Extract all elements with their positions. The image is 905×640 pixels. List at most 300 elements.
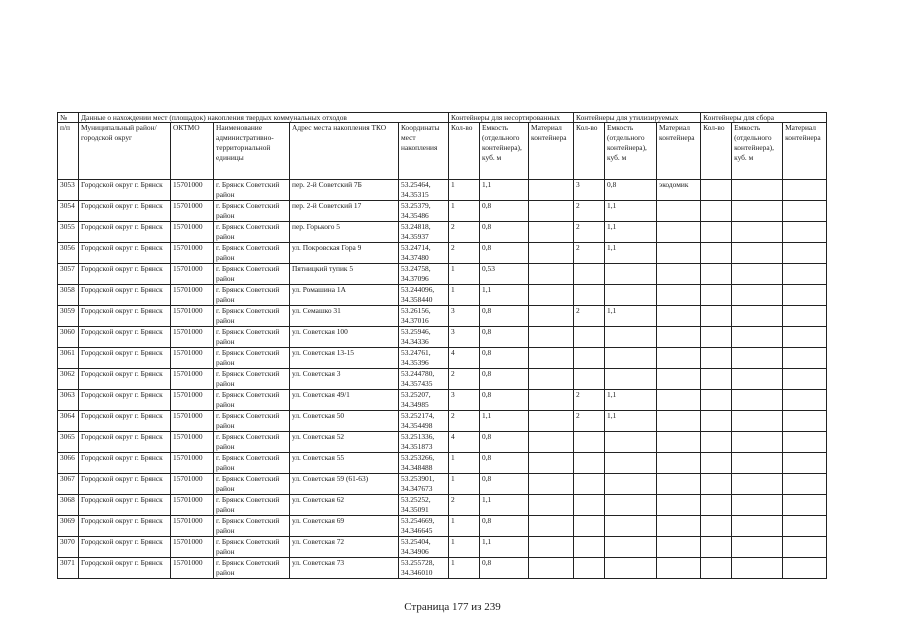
cell-c-capacity bbox=[732, 222, 783, 243]
cell-coords: 53.24714, 34.37480 bbox=[399, 243, 449, 264]
cell-c-material bbox=[783, 453, 827, 474]
table-row bbox=[58, 495, 827, 516]
cell-address: ул. Ромашина 1А bbox=[290, 285, 399, 306]
cell-admin: г. Брянск Советский район bbox=[214, 432, 290, 453]
cell-district: Городской округ г. Брянск bbox=[79, 474, 171, 495]
cell-r-material bbox=[657, 264, 701, 285]
col-u-material: Материал контейнера bbox=[529, 123, 574, 180]
cell-r-capacity: 1,1 bbox=[605, 201, 657, 222]
cell-r-capacity bbox=[605, 558, 657, 579]
table-row bbox=[58, 453, 827, 474]
cell-oktmo: 15701000 bbox=[171, 516, 214, 537]
cell-oktmo: 15701000 bbox=[171, 348, 214, 369]
cell-oktmo: 15701000 bbox=[171, 327, 214, 348]
table-row bbox=[58, 516, 827, 537]
cell-oktmo: 15701000 bbox=[171, 390, 214, 411]
table-row bbox=[58, 411, 827, 432]
cell-u-material bbox=[529, 243, 574, 264]
cell-num: 3065 bbox=[58, 432, 79, 453]
cell-u-material bbox=[529, 306, 574, 327]
cell-c-material bbox=[783, 411, 827, 432]
cell-c-material bbox=[783, 348, 827, 369]
cell-r-count: 2 bbox=[574, 222, 605, 243]
table-row bbox=[58, 390, 827, 411]
cell-oktmo: 15701000 bbox=[171, 369, 214, 390]
cell-address: ул. Советская 62 bbox=[290, 495, 399, 516]
cell-u-material bbox=[529, 222, 574, 243]
col-c-capacity: Емкость (отдельного контейнера), куб. м bbox=[732, 123, 783, 180]
cell-district: Городской округ г. Брянск bbox=[79, 558, 171, 579]
col-pp: п/п bbox=[58, 123, 79, 180]
cell-u-capacity: 0,8 bbox=[480, 390, 529, 411]
cell-address: ул. Советская 59 (61-63) bbox=[290, 474, 399, 495]
cell-u-count: 2 bbox=[449, 411, 480, 432]
cell-r-material bbox=[657, 243, 701, 264]
cell-c-capacity bbox=[732, 369, 783, 390]
cell-address: пер. 2-й Советский 17 bbox=[290, 201, 399, 222]
header-recycle: Контейнеры для утилизируемых bbox=[574, 113, 701, 123]
col-u-capacity: Емкость (отдельного контейнера), куб. м bbox=[480, 123, 529, 180]
cell-admin: г. Брянск Советский район bbox=[214, 369, 290, 390]
cell-c-count bbox=[701, 285, 732, 306]
cell-c-material bbox=[783, 474, 827, 495]
cell-u-material bbox=[529, 474, 574, 495]
cell-u-count: 1 bbox=[449, 537, 480, 558]
cell-admin: г. Брянск Советский район bbox=[214, 516, 290, 537]
cell-r-capacity: 1,1 bbox=[605, 306, 657, 327]
cell-u-capacity: 0,8 bbox=[480, 474, 529, 495]
cell-u-capacity: 1,1 bbox=[480, 411, 529, 432]
cell-coords: 53.25404, 34.34906 bbox=[399, 537, 449, 558]
cell-num: 3066 bbox=[58, 453, 79, 474]
page-number: Страница 177 из 239 bbox=[404, 601, 501, 613]
cell-r-capacity bbox=[605, 369, 657, 390]
cell-c-count bbox=[701, 516, 732, 537]
table-row bbox=[58, 264, 827, 285]
cell-c-material bbox=[783, 243, 827, 264]
cell-c-capacity bbox=[732, 264, 783, 285]
cell-u-capacity: 0,8 bbox=[480, 222, 529, 243]
cell-u-capacity: 0,8 bbox=[480, 201, 529, 222]
cell-coords: 53.254669, 34.346645 bbox=[399, 516, 449, 537]
cell-c-count bbox=[701, 495, 732, 516]
cell-address: ул. Советская 72 bbox=[290, 537, 399, 558]
cell-c-capacity bbox=[732, 516, 783, 537]
col-c-count: Кол-во bbox=[701, 123, 732, 180]
cell-r-material bbox=[657, 369, 701, 390]
col-r-capacity: Емкость (отдельного контейнера), куб. м bbox=[605, 123, 657, 180]
header-location: Данные о нахождении мест (площадок) накопления твердых коммунальных отходов bbox=[79, 113, 449, 123]
cell-u-count: 2 bbox=[449, 243, 480, 264]
cell-coords: 53.252174, 34.354498 bbox=[399, 411, 449, 432]
cell-c-capacity bbox=[732, 495, 783, 516]
table-row bbox=[58, 201, 827, 222]
cell-coords: 53.25252, 34.35091 bbox=[399, 495, 449, 516]
cell-r-count: 2 bbox=[574, 306, 605, 327]
cell-district: Городской округ г. Брянск bbox=[79, 180, 171, 201]
cell-c-capacity bbox=[732, 327, 783, 348]
cell-r-count bbox=[574, 516, 605, 537]
cell-num: 3059 bbox=[58, 306, 79, 327]
cell-r-material bbox=[657, 201, 701, 222]
cell-admin: г. Брянск Советский район bbox=[214, 411, 290, 432]
cell-address: пер. Горького 5 bbox=[290, 222, 399, 243]
table-body bbox=[58, 180, 827, 579]
cell-r-count bbox=[574, 327, 605, 348]
cell-r-capacity bbox=[605, 453, 657, 474]
cell-u-material bbox=[529, 516, 574, 537]
cell-c-material bbox=[783, 285, 827, 306]
col-r-material: Материал контейнера bbox=[657, 123, 701, 180]
cell-u-capacity: 0,8 bbox=[480, 369, 529, 390]
table-row bbox=[58, 558, 827, 579]
cell-c-material bbox=[783, 516, 827, 537]
cell-r-material bbox=[657, 306, 701, 327]
cell-u-capacity: 0,8 bbox=[480, 348, 529, 369]
cell-address: ул. Советская 52 bbox=[290, 432, 399, 453]
cell-district: Городской округ г. Брянск bbox=[79, 411, 171, 432]
table-row bbox=[58, 369, 827, 390]
cell-r-capacity bbox=[605, 516, 657, 537]
cell-c-capacity bbox=[732, 474, 783, 495]
table-row bbox=[58, 474, 827, 495]
cell-district: Городской округ г. Брянск bbox=[79, 201, 171, 222]
cell-u-count: 1 bbox=[449, 180, 480, 201]
cell-admin: г. Брянск Советский район bbox=[214, 348, 290, 369]
col-district: Муниципальный район/городской округ bbox=[79, 123, 171, 180]
cell-r-material bbox=[657, 516, 701, 537]
cell-u-material bbox=[529, 537, 574, 558]
cell-r-count bbox=[574, 432, 605, 453]
cell-u-capacity: 0,8 bbox=[480, 516, 529, 537]
cell-num: 3064 bbox=[58, 411, 79, 432]
cell-c-material bbox=[783, 432, 827, 453]
cell-u-capacity: 1,1 bbox=[480, 537, 529, 558]
cell-coords: 53.25207, 34.34985 bbox=[399, 390, 449, 411]
cell-u-count: 3 bbox=[449, 306, 480, 327]
cell-coords: 53.253266, 34.348488 bbox=[399, 453, 449, 474]
cell-oktmo: 15701000 bbox=[171, 201, 214, 222]
cell-r-capacity: 1,1 bbox=[605, 390, 657, 411]
cell-u-capacity: 1,1 bbox=[480, 495, 529, 516]
cell-r-capacity: 1,1 bbox=[605, 222, 657, 243]
cell-u-capacity: 1,1 bbox=[480, 285, 529, 306]
cell-u-material bbox=[529, 558, 574, 579]
cell-c-capacity bbox=[732, 390, 783, 411]
cell-r-count bbox=[574, 285, 605, 306]
cell-u-count: 1 bbox=[449, 285, 480, 306]
cell-r-count bbox=[574, 495, 605, 516]
cell-c-count bbox=[701, 222, 732, 243]
cell-r-count: 2 bbox=[574, 201, 605, 222]
cell-r-material bbox=[657, 432, 701, 453]
cell-u-material bbox=[529, 180, 574, 201]
cell-r-count bbox=[574, 558, 605, 579]
col-oktmo: ОКТМО bbox=[171, 123, 214, 180]
cell-u-capacity: 0,53 bbox=[480, 264, 529, 285]
cell-district: Городской округ г. Брянск bbox=[79, 369, 171, 390]
cell-district: Городской округ г. Брянск bbox=[79, 495, 171, 516]
cell-district: Городской округ г. Брянск bbox=[79, 222, 171, 243]
header-num: № bbox=[58, 113, 79, 123]
cell-district: Городской округ г. Брянск bbox=[79, 264, 171, 285]
cell-r-material bbox=[657, 222, 701, 243]
cell-oktmo: 15701000 bbox=[171, 285, 214, 306]
cell-district: Городской округ г. Брянск bbox=[79, 537, 171, 558]
cell-r-count: 2 bbox=[574, 390, 605, 411]
cell-oktmo: 15701000 bbox=[171, 495, 214, 516]
cell-admin: г. Брянск Советский район bbox=[214, 327, 290, 348]
cell-c-count bbox=[701, 390, 732, 411]
cell-c-count bbox=[701, 453, 732, 474]
table-row bbox=[58, 222, 827, 243]
group-header-row bbox=[58, 113, 827, 123]
cell-c-capacity bbox=[732, 306, 783, 327]
cell-c-material bbox=[783, 222, 827, 243]
cell-r-count bbox=[574, 537, 605, 558]
cell-u-capacity: 0,8 bbox=[480, 558, 529, 579]
cell-address: ул. Советская 13-15 bbox=[290, 348, 399, 369]
cell-address: ул. Советская 100 bbox=[290, 327, 399, 348]
cell-oktmo: 15701000 bbox=[171, 306, 214, 327]
cell-district: Городской округ г. Брянск bbox=[79, 516, 171, 537]
cell-c-capacity bbox=[732, 453, 783, 474]
cell-c-material bbox=[783, 264, 827, 285]
cell-r-count bbox=[574, 369, 605, 390]
cell-district: Городской округ г. Брянск bbox=[79, 453, 171, 474]
cell-admin: г. Брянск Советский район bbox=[214, 180, 290, 201]
cell-r-capacity bbox=[605, 495, 657, 516]
cell-num: 3058 bbox=[58, 285, 79, 306]
cell-u-count: 1 bbox=[449, 474, 480, 495]
cell-district: Городской округ г. Брянск bbox=[79, 348, 171, 369]
table-row bbox=[58, 180, 827, 201]
cell-r-material bbox=[657, 474, 701, 495]
cell-num: 3054 bbox=[58, 201, 79, 222]
cell-address: ул. Советская 49/1 bbox=[290, 390, 399, 411]
column-header-row bbox=[58, 123, 827, 180]
table-row bbox=[58, 432, 827, 453]
cell-r-count: 2 bbox=[574, 411, 605, 432]
cell-c-count bbox=[701, 201, 732, 222]
cell-c-count bbox=[701, 411, 732, 432]
table-row bbox=[58, 348, 827, 369]
cell-c-count bbox=[701, 306, 732, 327]
cell-r-count: 2 bbox=[574, 243, 605, 264]
cell-oktmo: 15701000 bbox=[171, 453, 214, 474]
cell-admin: г. Брянск Советский район bbox=[214, 453, 290, 474]
header-collect: Контейнеры для сбора bbox=[701, 113, 827, 123]
cell-num: 3060 bbox=[58, 327, 79, 348]
cell-c-material bbox=[783, 180, 827, 201]
cell-u-material bbox=[529, 495, 574, 516]
cell-r-count: 3 bbox=[574, 180, 605, 201]
cell-r-material: экодомик bbox=[657, 180, 701, 201]
cell-r-material bbox=[657, 537, 701, 558]
cell-c-capacity bbox=[732, 411, 783, 432]
cell-u-material bbox=[529, 327, 574, 348]
cell-c-count bbox=[701, 180, 732, 201]
cell-c-count bbox=[701, 327, 732, 348]
cell-c-capacity bbox=[732, 432, 783, 453]
col-c-material: Материал контейнера bbox=[783, 123, 827, 180]
cell-c-count bbox=[701, 558, 732, 579]
cell-u-material bbox=[529, 369, 574, 390]
cell-u-count: 2 bbox=[449, 495, 480, 516]
cell-u-count: 2 bbox=[449, 369, 480, 390]
cell-r-capacity bbox=[605, 327, 657, 348]
cell-admin: г. Брянск Советский район bbox=[214, 243, 290, 264]
cell-district: Городской округ г. Брянск bbox=[79, 390, 171, 411]
table-row bbox=[58, 537, 827, 558]
cell-r-capacity bbox=[605, 285, 657, 306]
cell-coords: 53.25946, 34.34336 bbox=[399, 327, 449, 348]
cell-admin: г. Брянск Советский район bbox=[214, 558, 290, 579]
cell-coords: 53.244780, 34.357435 bbox=[399, 369, 449, 390]
cell-u-count: 3 bbox=[449, 327, 480, 348]
table-row bbox=[58, 243, 827, 264]
table-row bbox=[58, 285, 827, 306]
cell-u-count: 3 bbox=[449, 390, 480, 411]
cell-coords: 53.244096, 34.358440 bbox=[399, 285, 449, 306]
header-unsorted: Контейнеры для несортированных bbox=[449, 113, 574, 123]
cell-r-material bbox=[657, 390, 701, 411]
cell-coords: 53.25379, 34.35486 bbox=[399, 201, 449, 222]
cell-num: 3067 bbox=[58, 474, 79, 495]
cell-num: 3063 bbox=[58, 390, 79, 411]
cell-admin: г. Брянск Советский район bbox=[214, 285, 290, 306]
cell-admin: г. Брянск Советский район bbox=[214, 537, 290, 558]
cell-u-capacity: 0,8 bbox=[480, 432, 529, 453]
cell-r-count bbox=[574, 453, 605, 474]
cell-u-capacity: 0,8 bbox=[480, 327, 529, 348]
cell-num: 3056 bbox=[58, 243, 79, 264]
cell-u-material bbox=[529, 285, 574, 306]
cell-u-material bbox=[529, 201, 574, 222]
cell-coords: 53.24761, 34.35396 bbox=[399, 348, 449, 369]
cell-r-capacity: 1,1 bbox=[605, 411, 657, 432]
cell-r-capacity: 1,1 bbox=[605, 243, 657, 264]
cell-district: Городской округ г. Брянск bbox=[79, 243, 171, 264]
cell-r-count bbox=[574, 264, 605, 285]
cell-r-count bbox=[574, 474, 605, 495]
cell-address: Пятницкий тупик 5 bbox=[290, 264, 399, 285]
cell-u-count: 1 bbox=[449, 264, 480, 285]
cell-u-count: 2 bbox=[449, 222, 480, 243]
cell-r-capacity bbox=[605, 432, 657, 453]
cell-r-material bbox=[657, 285, 701, 306]
cell-u-capacity: 1,1 bbox=[480, 180, 529, 201]
cell-r-capacity bbox=[605, 474, 657, 495]
cell-num: 3057 bbox=[58, 264, 79, 285]
cell-u-material bbox=[529, 411, 574, 432]
cell-u-capacity: 0,8 bbox=[480, 243, 529, 264]
cell-r-material bbox=[657, 327, 701, 348]
cell-coords: 53.24758, 34.37096 bbox=[399, 264, 449, 285]
cell-c-count bbox=[701, 474, 732, 495]
cell-num: 3070 bbox=[58, 537, 79, 558]
cell-r-material bbox=[657, 411, 701, 432]
cell-oktmo: 15701000 bbox=[171, 243, 214, 264]
col-coords: Координаты мест накопления bbox=[399, 123, 449, 180]
cell-c-count bbox=[701, 432, 732, 453]
cell-u-material bbox=[529, 432, 574, 453]
cell-u-material bbox=[529, 264, 574, 285]
cell-u-count: 1 bbox=[449, 558, 480, 579]
cell-r-material bbox=[657, 495, 701, 516]
cell-district: Городской округ г. Брянск bbox=[79, 432, 171, 453]
cell-c-capacity bbox=[732, 201, 783, 222]
cell-address: ул. Советская 55 bbox=[290, 453, 399, 474]
cell-district: Городской округ г. Брянск bbox=[79, 285, 171, 306]
cell-address: ул. Советская 69 bbox=[290, 516, 399, 537]
cell-admin: г. Брянск Советский район bbox=[214, 306, 290, 327]
col-u-count: Кол-во bbox=[449, 123, 480, 180]
cell-address: ул. Советская 3 bbox=[290, 369, 399, 390]
cell-c-material bbox=[783, 495, 827, 516]
cell-c-capacity bbox=[732, 243, 783, 264]
cell-oktmo: 15701000 bbox=[171, 432, 214, 453]
cell-admin: г. Брянск Советский район bbox=[214, 201, 290, 222]
waste-sites-table bbox=[57, 112, 827, 579]
cell-address: ул. Советская 73 bbox=[290, 558, 399, 579]
cell-oktmo: 15701000 bbox=[171, 411, 214, 432]
cell-oktmo: 15701000 bbox=[171, 558, 214, 579]
cell-c-material bbox=[783, 201, 827, 222]
cell-c-material bbox=[783, 369, 827, 390]
col-admin: Наименование административно-территориальной единицы bbox=[214, 123, 290, 180]
cell-c-count bbox=[701, 369, 732, 390]
cell-c-material bbox=[783, 390, 827, 411]
cell-u-count: 4 bbox=[449, 348, 480, 369]
cell-r-capacity bbox=[605, 348, 657, 369]
cell-oktmo: 15701000 bbox=[171, 474, 214, 495]
cell-num: 3055 bbox=[58, 222, 79, 243]
cell-r-material bbox=[657, 348, 701, 369]
cell-c-material bbox=[783, 327, 827, 348]
cell-oktmo: 15701000 bbox=[171, 180, 214, 201]
cell-u-material bbox=[529, 453, 574, 474]
cell-r-material bbox=[657, 558, 701, 579]
cell-coords: 53.253901, 34.347673 bbox=[399, 474, 449, 495]
cell-address: пер. 2-й Советский 7Б bbox=[290, 180, 399, 201]
cell-address: ул. Советская 50 bbox=[290, 411, 399, 432]
cell-num: 3062 bbox=[58, 369, 79, 390]
cell-oktmo: 15701000 bbox=[171, 264, 214, 285]
cell-u-count: 1 bbox=[449, 453, 480, 474]
cell-num: 3068 bbox=[58, 495, 79, 516]
cell-u-material bbox=[529, 348, 574, 369]
cell-c-capacity bbox=[732, 558, 783, 579]
cell-num: 3071 bbox=[58, 558, 79, 579]
cell-c-capacity bbox=[732, 285, 783, 306]
cell-c-material bbox=[783, 558, 827, 579]
cell-admin: г. Брянск Советский район bbox=[214, 222, 290, 243]
cell-coords: 53.26156, 34.37016 bbox=[399, 306, 449, 327]
col-address: Адрес места накопления ТКО bbox=[290, 123, 399, 180]
cell-r-capacity: 0,8 bbox=[605, 180, 657, 201]
cell-r-capacity bbox=[605, 264, 657, 285]
cell-u-count: 4 bbox=[449, 432, 480, 453]
cell-c-capacity bbox=[732, 537, 783, 558]
table-row bbox=[58, 327, 827, 348]
cell-num: 3061 bbox=[58, 348, 79, 369]
cell-coords: 53.24818, 34.35937 bbox=[399, 222, 449, 243]
cell-admin: г. Брянск Советский район bbox=[214, 495, 290, 516]
cell-district: Городской округ г. Брянск bbox=[79, 327, 171, 348]
cell-admin: г. Брянск Советский район bbox=[214, 390, 290, 411]
cell-address: ул. Семашко 31 bbox=[290, 306, 399, 327]
